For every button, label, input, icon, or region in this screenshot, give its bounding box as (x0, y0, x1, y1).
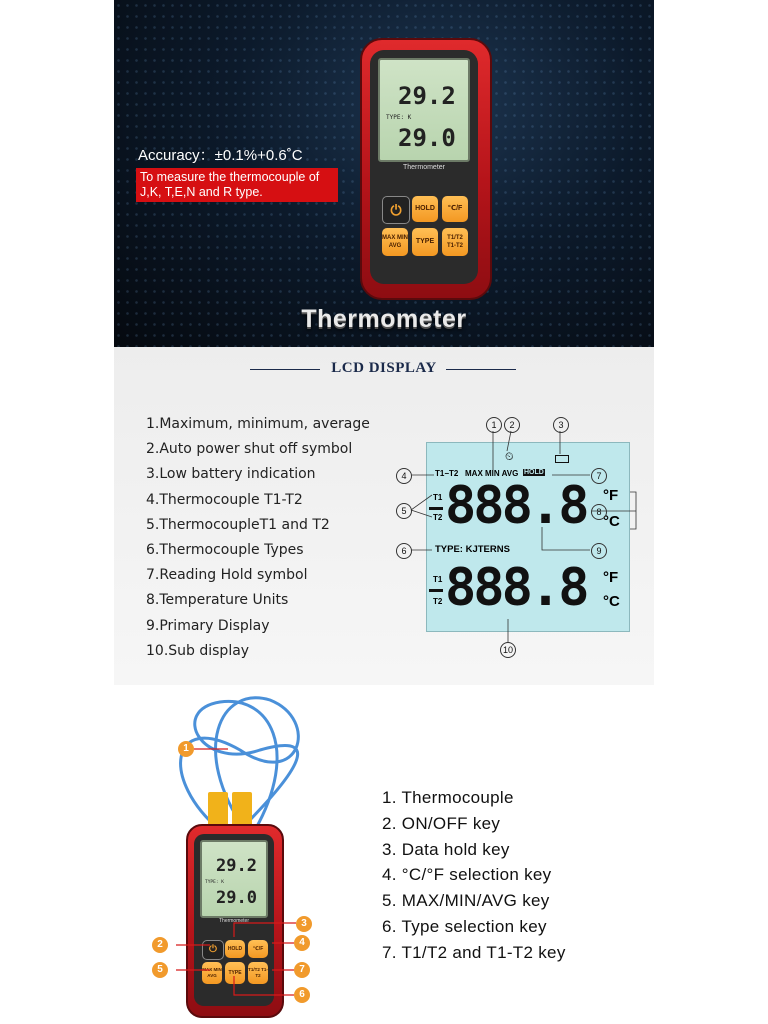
max-min-avg-key: MAX MIN AVG (382, 228, 408, 256)
list-item: 4. °C/°F selection key (382, 865, 552, 885)
list-item: 7. T1/T2 and T1-T2 key (382, 942, 566, 962)
callout-8: 8 (591, 504, 607, 520)
device-reading-bottom: 29.0 (398, 124, 456, 152)
lcd-display-heading: LCD DISPLAY (331, 360, 437, 376)
primary-display: 888.8 (445, 476, 587, 536)
list-item: 6. Type selection key (382, 916, 547, 936)
badge-6: 6 (294, 987, 310, 1003)
callout-10: 10 (500, 642, 516, 658)
callout-5: 5 (396, 503, 412, 519)
list-item: 2. ON/OFF key (382, 813, 501, 833)
badge-5: 5 (152, 962, 168, 978)
device-reading-top-small: 29.2 (216, 856, 257, 876)
badge-4: 4 (294, 935, 310, 951)
list-item: 5.ThermocoupleT1 and T2 (146, 516, 330, 533)
power-key-small: ⏻ (202, 940, 224, 960)
list-item: 3.Low battery indication (146, 466, 316, 483)
list-item: 9.Primary Display (146, 617, 270, 634)
list-item: 7.Reading Hold symbol (146, 567, 308, 584)
device-brand: Thermometer (402, 164, 445, 171)
accuracy-text: Accuracy：±0.1%+0.6˚C (138, 147, 303, 164)
device-reading-top: 29.2 (398, 82, 456, 110)
type-label: TYPE: KJTERNS (435, 544, 510, 555)
hold-label: HOLD (524, 469, 544, 476)
t2-label-sub: T2 (433, 597, 443, 606)
hold-key-small: HOLD (225, 940, 245, 958)
device-brand-small: Thermometer (218, 918, 249, 924)
t1-label-sub: T1 (433, 575, 443, 584)
t2-label: T2 (433, 513, 443, 522)
list-item: 6.Thermocouple Types (146, 541, 304, 558)
badge-7: 7 (294, 962, 310, 978)
auto-power-off-icon: ⏲ (505, 451, 514, 463)
callout-1: 1 (486, 417, 502, 433)
hold-key: HOLD (412, 196, 438, 222)
sub-display: 888.8 (445, 558, 587, 618)
list-item: 1.Maximum, minimum, average (146, 416, 370, 432)
callout-6: 6 (396, 543, 412, 559)
hero-banner (114, 0, 654, 347)
callout-2: 2 (504, 417, 520, 433)
lcd-display-section (114, 347, 654, 685)
callout-3: 3 (553, 417, 569, 433)
type-key-small: TYPE (225, 962, 245, 984)
t1-label: T1 (433, 493, 443, 502)
unit-key-small: ℃/F (248, 940, 268, 958)
device-face (370, 50, 478, 284)
device-type-label-small: TYPE: K (205, 880, 224, 885)
type-key: TYPE (412, 228, 438, 256)
t1t2-key-small: T1/T2 T1-T2 (248, 962, 268, 984)
power-key: ⏻ (382, 196, 410, 224)
key-list (382, 788, 566, 969)
device-type-label: TYPE: K (386, 114, 412, 121)
badge-1: 1 (178, 741, 194, 757)
list-item: 8.Temperature Units (146, 592, 289, 609)
t1-minus-t2-label: T1−T2 (435, 469, 459, 478)
callout-7: 7 (591, 468, 607, 484)
callout-4: 4 (396, 468, 412, 484)
badge-2: 2 (152, 937, 168, 953)
list-item: 1. Thermocouple (382, 788, 514, 807)
unit-f-primary: °F (603, 487, 619, 504)
device-reading-bottom-small: 29.0 (216, 888, 257, 908)
list-item: 5. MAX/MIN/AVG key (382, 891, 550, 911)
callout-9: 9 (591, 543, 607, 559)
hero-title: Thermometer (301, 305, 467, 333)
thermometer-device (360, 38, 492, 300)
list-item: 10.Sub display (146, 642, 250, 659)
unit-c-primary: °C (603, 513, 620, 530)
list-item: 3. Data hold key (382, 839, 510, 859)
thermocouple-note: To measure the thermocouple of J,K, T,E,N and R type. (136, 168, 338, 202)
badge-3: 3 (296, 916, 312, 932)
max-min-avg-label: MAX MIN AVG (465, 469, 519, 478)
device-lcd (378, 58, 470, 162)
unit-c-sub: °C (603, 593, 620, 610)
unit-f-sub: °F (603, 569, 619, 586)
list-item: 4.Thermocouple T1-T2 (146, 491, 303, 508)
t1t2-key: T1/T2 T1-T2 (442, 228, 468, 256)
list-item: 2.Auto power shut off symbol (146, 441, 353, 458)
unit-key: ℃/F (442, 196, 468, 222)
max-min-avg-key-small: MAX MIN AVG (202, 962, 222, 984)
callout-lines (114, 347, 654, 685)
